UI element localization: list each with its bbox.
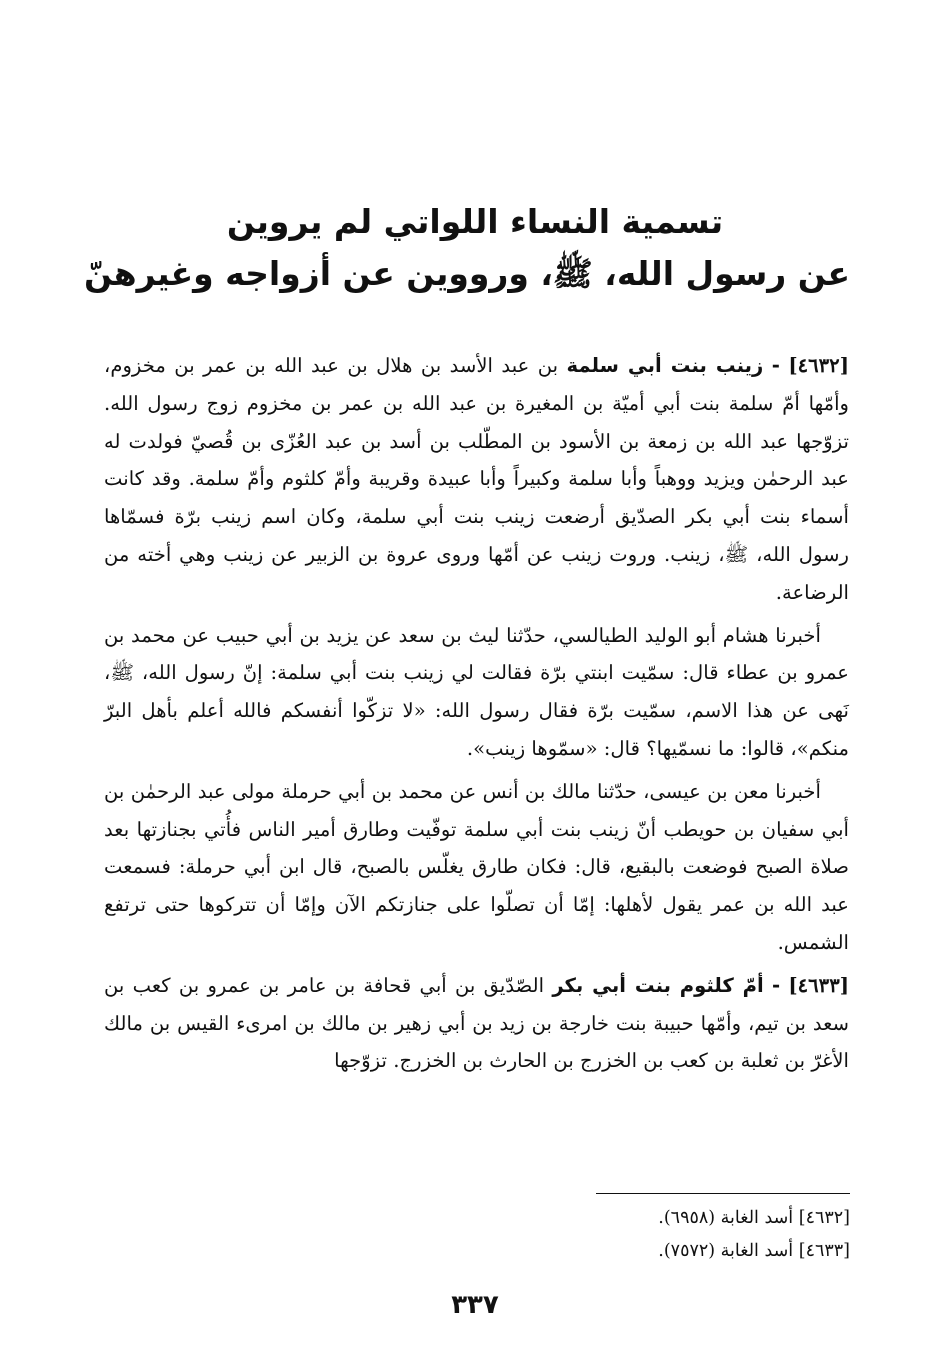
footnote-divider: [596, 1193, 850, 1194]
entry-number: [٤٦٣٣]: [788, 973, 850, 997]
chapter-title: [84, 196, 850, 300]
footnote-4633: [٤٦٣٣] أسد الغابة (٧٥٧٢).: [658, 1241, 850, 1261]
entry-separator: -: [771, 354, 780, 377]
paragraph-hisham: أخبرنا هشام أبو الوليد الطيالسي، حدّثنا ليث بن سعد عن يزيد بن أبي حبيب عن محمد بن عمرو بن عطاء قال: سمّيت ابنتي برّة فقالت لي زينب بنت أبي سلمة: إنّ رسول الله، ﷺ، نَهى عن هذا الاسم، سمّيت برّة فقال رسول الله: «لا تزكّوا أنفسكم فالله أعلم بأهل البرّ منكم»، قالوا: ما نسمّيها؟ قال: «سمّوها زينب».: [104, 623, 850, 760]
footnotes: [500, 1202, 850, 1268]
entry-name: أمّ كلثوم بنت أبي بكر: [552, 973, 764, 997]
page-number: ٣٣٧: [451, 1290, 499, 1320]
entry-4632: [104, 347, 849, 612]
paragraph-maan: أخبرنا معن بن عيسى، حدّثنا مالك بن أنس عن محمد بن أبي حرملة مولى عبد الرحمٰن بن أبي سفيان بن حويطب أنّ زينب بنت أبي سلمة توفّيت وطارق أمير الناس فأُتي بجنازتها بعد صلاة الصبح فوضعت بالبقيع، قال: فكان طارق يغلّس بالصبح، قال ابن أبي حرملة: فسمعت عبد الله بن عمر يقول لأهلها: إمّا أن تصلّوا على جنازتكم الآن وإمّا أن تتركوها حتى ترتفع الشمس.: [104, 779, 849, 954]
entry-separator: -: [771, 973, 781, 997]
footnote-4632: [٤٦٣٢] أسد الغابة (٦٩٥٨).: [658, 1208, 850, 1228]
entry-text: الصّدّيق بن أبي قحافة بن عامر بن عمرو بن كعب بن سعد بن تيم، وأمّها حبيبة بنت خارجة بن زيد بن أبي زهير بن مالك بن امرىء القيس بن مالك الأغرّ بن ثعلبة بن كعب بن الخزرج بن الحارث بن الخزرج. تزوّجها: [104, 973, 849, 1073]
entry-text: بن عبد الأسد بن هلال بن عبد الله بن عمر بن مخزوم، وأمّها أمّ سلمة بنت أبي أميّة بن المغيرة بن عبد الله بن عمر بن مخزوم زوج رسول الله. تزوّجها عبد الله بن زمعة بن الأسود بن المطّلب بن أسد بن عبد العُزّى بن قُصيّ فولدت له عبد الرحمٰن ويزيد ووهباً وأبا سلمة وكبيراً وأبا عبيدة وقريبة وأمّ كلثوم وأمّ سلمة. وقد كانت أسماء بنت أبي بكر الصدّيق أرضعت زينب بنت أبي سلمة، وكان اسم زينب برّة فسمّاها رسول الله، ﷺ، زينب. وروت زينب عن أمّها وروى عروة بن الزبير عن زينب وهي أخته من الرضاعة.: [104, 354, 849, 604]
entry-name: زينب بنت أبي سلمة: [566, 354, 764, 377]
chapter-title-line-2: عن رسول الله، ﷺ، ورووين عن أزواجه وغيرهنّ: [84, 254, 850, 293]
chapter-title-line-1: تسمية النساء اللواتي لم يروين: [226, 202, 724, 241]
body-text: [104, 347, 849, 1085]
entry-number: [٤٦٣٢]: [788, 354, 849, 377]
entry-4633: [104, 967, 849, 1080]
